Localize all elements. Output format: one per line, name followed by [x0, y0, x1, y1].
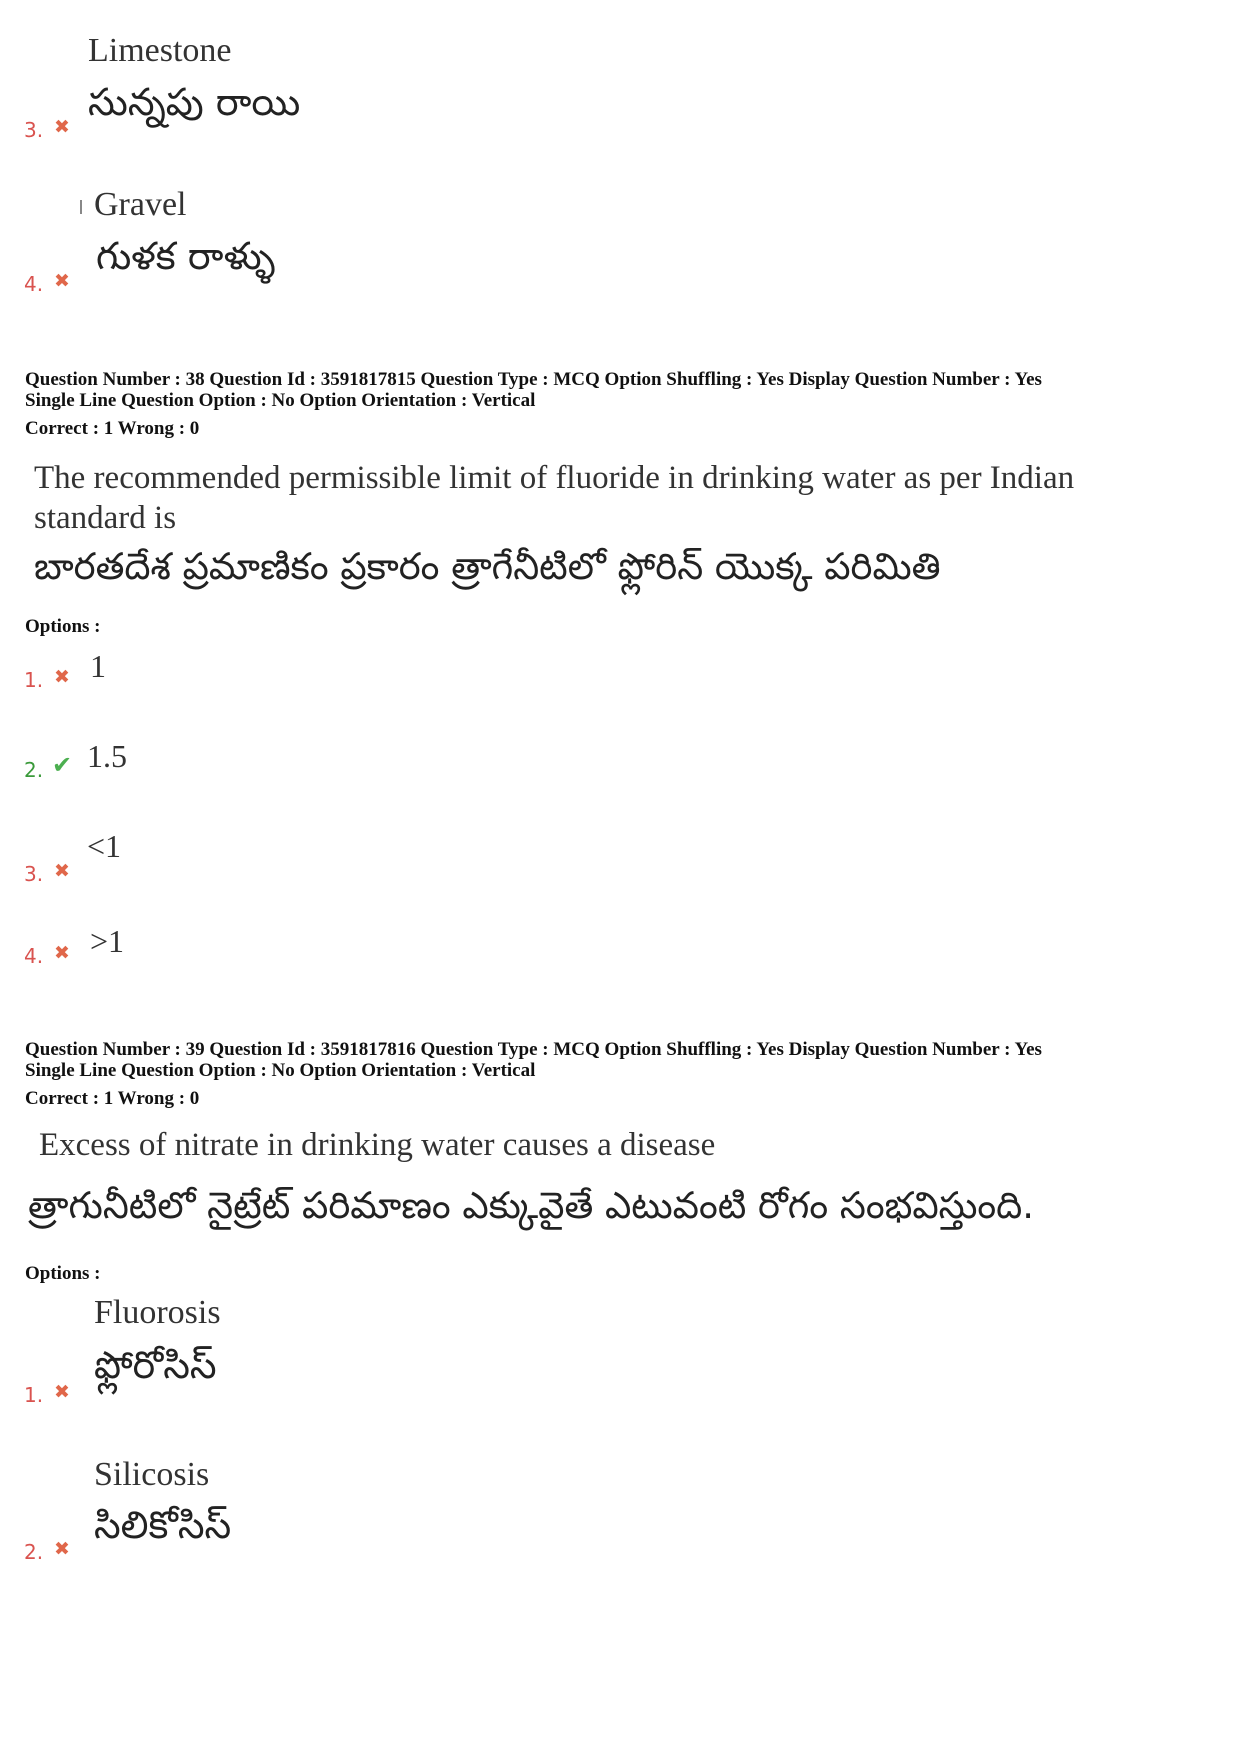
wrong-icon: ✖: [54, 270, 70, 292]
q39-option-1-text-te: ఫ్లోరోసిస్: [94, 1343, 217, 1387]
option-3-number: 3.: [24, 118, 44, 142]
q38-option-1-number: 1.: [24, 668, 44, 692]
q39-option-2-text-en: Silicosis: [94, 1456, 210, 1493]
wrong-icon: ✖: [54, 942, 70, 964]
question-38-meta-line2: Single Line Question Option : No Option Orientation : Vertical: [25, 390, 536, 411]
q38-option-4-number: 4.: [24, 944, 44, 968]
question-38-meta-line1: Question Number : 38 Question Id : 3591817815 Question Type : MCQ Option Shuffling : Yes Display Question Number : Yes: [25, 369, 1042, 390]
question-39-options-label: Options :: [25, 1263, 101, 1284]
wrong-icon: ✖: [54, 116, 70, 138]
q38-option-3-number: 3.: [24, 862, 44, 886]
q38-option-2-number: 2.: [24, 758, 44, 782]
question-39-marks: Correct : 1 Wrong : 0: [25, 1088, 200, 1109]
wrong-icon: ✖: [54, 1538, 70, 1560]
q39-option-2-text-te: సిలికోసిస్: [94, 1503, 232, 1547]
question-39-text-te: త్రాగునీటిలో నైట్రేట్ పరిమాణం ఎక్కువైతే ఎటువంటి రోగం సంభవిస్తుంది.: [28, 1184, 1035, 1227]
question-38-options-label: Options :: [25, 616, 101, 637]
option-3-text-en: Limestone: [88, 32, 232, 69]
wrong-icon: ✖: [54, 1381, 70, 1403]
correct-check-icon: ✔: [52, 751, 73, 779]
q39-option-1-number: 1.: [24, 1383, 44, 1407]
q38-option-2-value: 1.5: [87, 738, 127, 774]
q39-option-1-text-en: Fluorosis: [94, 1294, 221, 1331]
question-38-marks: Correct : 1 Wrong : 0: [25, 418, 200, 439]
q38-option-3-value: <1: [87, 828, 122, 864]
question-39-meta-line2: Single Line Question Option : No Option Orientation : Vertical: [25, 1060, 536, 1081]
q38-option-4-value: >1: [90, 923, 125, 959]
option-3-text-te: సున్నపు రాయి: [88, 80, 301, 124]
option-4-text-en: Gravel: [94, 186, 187, 223]
option-4-number: 4.: [24, 272, 44, 296]
option-4-text-te: గుళక రాళ్ళు: [96, 234, 276, 278]
question-39-text-en: Excess of nitrate in drinking water causes a disease: [39, 1127, 716, 1163]
question-38-text-te: బారతదేశ ప్రమాణికం ప్రకారం త్రాగేనీటిలో ఫ్లోరిన్ యొక్క పరిమితి: [34, 545, 941, 588]
divider-tick: [80, 200, 82, 214]
q38-option-1-value: 1: [90, 648, 106, 684]
question-38-text-en: The recommended permissible limit of fluoride in drinking water as per Indian standard is: [34, 460, 1075, 536]
question-39-meta-line1: Question Number : 39 Question Id : 3591817816 Question Type : MCQ Option Shuffling : Yes Display Question Number : Yes: [25, 1039, 1042, 1060]
q39-option-2-number: 2.: [24, 1540, 44, 1564]
wrong-icon: ✖: [54, 666, 70, 688]
wrong-icon: ✖: [54, 860, 70, 882]
